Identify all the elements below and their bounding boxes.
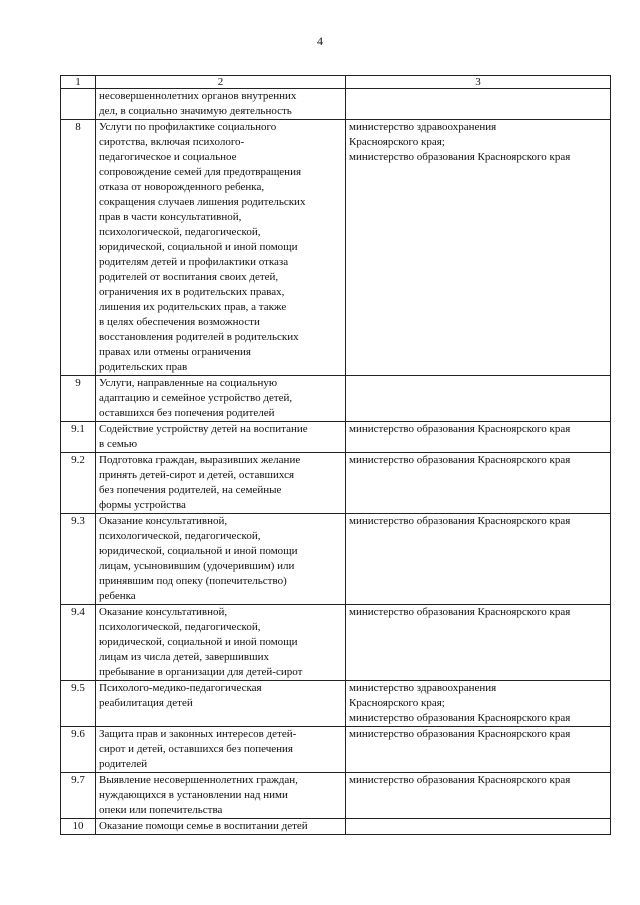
row-number: 9.5 <box>61 681 96 727</box>
service-line: адаптацию и семейное устройство детей, <box>99 392 293 404</box>
service-line: Психолого-медико-педагогическая <box>99 682 262 694</box>
service-line: опеки или попечительства <box>99 804 223 816</box>
table-row <box>61 376 611 422</box>
service-line: Услуги по профилактике социального <box>99 121 277 133</box>
ministry-line: министерство здравоохранения <box>349 121 497 133</box>
service-line: юридической, социальной и иной помощи <box>99 545 298 557</box>
service-description <box>96 773 346 819</box>
row-number: 10 <box>61 819 96 835</box>
service-line: ребенка <box>99 590 136 602</box>
column-header-ministry: 3 <box>346 76 611 89</box>
responsible-ministry <box>346 453 611 514</box>
responsible-ministry <box>346 120 611 376</box>
services-table <box>60 75 611 835</box>
service-description <box>96 605 346 681</box>
row-number: 9.7 <box>61 773 96 819</box>
service-line: Оказание консультативной, <box>99 515 228 527</box>
service-line: психологической, педагогической, <box>99 226 261 238</box>
service-line: лицам, усыновившим (удочерившим) или <box>99 560 295 572</box>
page-number: 4 <box>317 34 323 48</box>
service-line: сокращения случаев лишения родительских <box>99 196 306 208</box>
service-line: Содействие устройству детей на воспитание <box>99 423 308 435</box>
table-row <box>61 89 611 120</box>
table-row <box>61 453 611 514</box>
service-line: в целях обеспечения возможности <box>99 316 260 328</box>
service-line: сопровождение семей для предотвращения <box>99 166 302 178</box>
service-line: родителей от воспитания своих детей, <box>99 271 279 283</box>
responsible-ministry <box>346 773 611 819</box>
service-line: Выявление несовершеннолетних граждан, <box>99 774 298 786</box>
service-line: педагогическое и социальное <box>99 151 237 163</box>
ministry-line: министерство образования Красноярского края <box>349 712 571 724</box>
service-line: сирот и детей, оставшихся без попечения <box>99 743 293 755</box>
service-line: лишения их родительских прав, а также <box>99 301 287 313</box>
service-line: Подготовка граждан, выразивших желание <box>99 454 301 466</box>
ministry-line: Красноярского края; <box>349 136 445 148</box>
row-number: 9.3 <box>61 514 96 605</box>
service-line: реабилитация детей <box>99 697 193 709</box>
service-line: формы устройства <box>99 499 186 511</box>
service-line: в семью <box>99 438 138 450</box>
service-line: психологической, педагогической, <box>99 530 261 542</box>
table-row <box>61 514 611 605</box>
responsible-ministry <box>346 727 611 773</box>
row-number: 9.2 <box>61 453 96 514</box>
ministry-line: министерство образования Красноярского края <box>349 423 571 435</box>
service-line: оставшихся без попечения родителей <box>99 407 275 419</box>
service-description <box>96 422 346 453</box>
service-line: пребывание в организации для детей-сирот <box>99 666 303 678</box>
service-line: ограничения их в родительских правах, <box>99 286 285 298</box>
service-line: Защита прав и законных интересов детей- <box>99 728 297 740</box>
ministry-line: Красноярского края; <box>349 697 445 709</box>
responsible-ministry <box>346 819 611 835</box>
responsible-ministry <box>346 89 611 120</box>
table-row <box>61 422 611 453</box>
ministry-line: министерство образования Красноярского края <box>349 606 571 618</box>
column-header-number: 1 <box>61 76 96 89</box>
table-row <box>61 681 611 727</box>
service-line: Услуги, направленные на социальную <box>99 377 278 389</box>
ministry-line: министерство образования Красноярского края <box>349 774 571 786</box>
table-header-row <box>61 76 611 89</box>
responsible-ministry <box>346 514 611 605</box>
ministry-line: министерство здравоохранения <box>349 682 497 694</box>
service-description <box>96 376 346 422</box>
service-description <box>96 453 346 514</box>
row-number: 9 <box>61 376 96 422</box>
service-line: родителям детей и профилактики отказа <box>99 256 289 268</box>
service-line: несовершеннолетних органов внутренних <box>99 90 297 102</box>
table-row <box>61 727 611 773</box>
service-description <box>96 120 346 376</box>
service-line: юридической, социальной и иной помощи <box>99 636 298 648</box>
service-description <box>96 514 346 605</box>
row-number: 9.1 <box>61 422 96 453</box>
service-line: родительских прав <box>99 361 188 373</box>
table-row <box>61 120 611 376</box>
ministry-line: министерство образования Красноярского края <box>349 454 571 466</box>
service-line: сиротства, включая психолого- <box>99 136 245 148</box>
service-description <box>96 681 346 727</box>
service-line: юридической, социальной и иной помощи <box>99 241 298 253</box>
table-row <box>61 605 611 681</box>
responsible-ministry <box>346 605 611 681</box>
service-line: родителей <box>99 758 148 770</box>
service-line: дел, в социально значимую деятельность <box>99 105 292 117</box>
row-number <box>61 89 96 120</box>
table-row <box>61 773 611 819</box>
row-number: 9.4 <box>61 605 96 681</box>
service-line: правах или отмены ограничения <box>99 346 251 358</box>
service-line: без попечения родителей, на семейные <box>99 484 282 496</box>
service-line: принять детей-сирот и детей, оставшихся <box>99 469 295 481</box>
service-line: принявшим под опеку (попечительство) <box>99 575 287 587</box>
column-header-service: 2 <box>96 76 346 89</box>
responsible-ministry <box>346 681 611 727</box>
ministry-line: министерство образования Красноярского края <box>349 151 571 163</box>
ministry-line: министерство образования Красноярского края <box>349 728 571 740</box>
ministry-line: министерство образования Красноярского края <box>349 515 571 527</box>
service-line: лицам из числа детей, завершивших <box>99 651 269 663</box>
service-line: прав в части консультативной, <box>99 211 242 223</box>
service-description <box>96 727 346 773</box>
responsible-ministry <box>346 422 611 453</box>
service-line: психологической, педагогической, <box>99 621 261 633</box>
service-line: нуждающихся в установлении над ними <box>99 789 288 801</box>
service-line: восстановления родителей в родительских <box>99 331 299 343</box>
service-line: Оказание помощи семье в воспитании детей <box>99 820 308 832</box>
row-number: 9.6 <box>61 727 96 773</box>
service-line: отказа от новорожденного ребенка, <box>99 181 265 193</box>
service-line: Оказание консультативной, <box>99 606 228 618</box>
service-description <box>96 819 346 835</box>
table-row <box>61 819 611 835</box>
service-description <box>96 89 346 120</box>
row-number: 8 <box>61 120 96 376</box>
responsible-ministry <box>346 376 611 422</box>
